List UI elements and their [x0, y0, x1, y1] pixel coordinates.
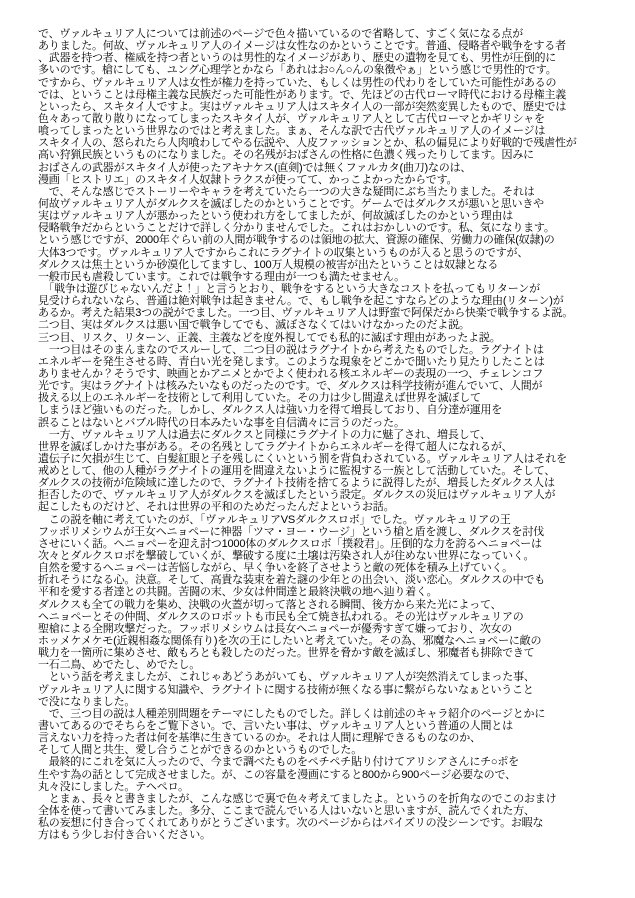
- text-line: といったら、スキタイ人ですよ。実はヴァルキュリア人はスキタイ人の一部が突然変異したもので、歴史では: [38, 100, 567, 113]
- text-line: エネルギーを発生させる時、青白い光を発します。このような現象をどこかで聞いたり見たりしたことは: [38, 355, 545, 368]
- text-line: 三つ目、リスク、リターン、正義、主義などを度外視してでも私的に滅ぼす理由があったよ説。: [38, 331, 501, 344]
- text-line: 漫画「ヒストリエ」のスキタイ人奴隷トラクスが使ってて、かっこよかったからです。: [38, 173, 458, 186]
- text-line: で、ヴァルキュリア人については前述のページで色々描いているので省略して、すごく気になる点が: [38, 28, 524, 40]
- text-line: 平和を愛する者達との共闘。苦闘の末、少女は仲間達と最終決戦の地へ辿り着く。: [38, 586, 438, 599]
- text-line: 高い狩猟民族というものになりました。その名残がおばさんの性格に色濃く残ったりしてます。因みに: [38, 149, 534, 162]
- text-line: 自然を愛するヘニョペーは苦悩しながら、早く争いを終了させようと敵の死体を積み上げていく。: [38, 562, 513, 575]
- text-line: 私の妄想に付き合ってくれてありがとうございます。次のページからはパイズリの没シーンです。お暇な: [38, 817, 544, 830]
- text-line: 戦力を一箇所に集めさせ、敵もろとも殺したのだった。世界を脅かす敵を滅ぼし、邪魔者も排除できて: [38, 647, 535, 660]
- text-line: 折れそうになる心。決意。そして、高貴な装束を着た謎の少年との出会い、淡い恋心。ダルクスの中でも: [38, 574, 546, 587]
- text-line: 多いのです。槍にしても、ユング心理学とかなら「あれはお○ん○んの象徴やぁ」という感じで男性的です。: [38, 64, 557, 77]
- text-line: 誤ることはないとバブル時代の日本みたいな事を自信満々に言うのだった。: [38, 416, 405, 429]
- text-line: ヘニョペーとその仲間、ダルクスのロボットも市民も全て焼き払われる。その光はヴァルキュリアの: [38, 610, 524, 623]
- text-line: では、ということは母権主義な民族だった可能性があります。で、先ほどの古代ローマ時代における母権主義: [38, 88, 567, 101]
- text-line: 喰ってしまったという世界なのではと考えました。まぁ、そんな訳で古代ヴァルキュリア人のイメージは: [38, 125, 546, 138]
- text-line: 、武器を持つ者、権威を持つ者というのは男性的なイメージがあり、歴史の遺物を見ても、男性が圧倒的に: [38, 52, 557, 65]
- text-line: 一つ目はそのまんまなのでスルーして、二つ目の説はラグナイトから考えたものでした。ラグナイトは: [38, 343, 544, 356]
- text-line: とまぁ、長々と書きましたが、こんな感じで裏で色々考えてましたよ。というのを折角なのでこのおまけ: [38, 792, 557, 805]
- text-line: あるか。考えた結果3つの説がでました。一つ目、ヴァルキュリア人は野蛮で阿保だから快楽で戦争するよ説。: [38, 307, 574, 320]
- text-line: この説を軸に考えていたのが、「ヴァルキュリアVSダルクスロボ」でした。ヴァルキュリアの王: [38, 513, 511, 526]
- text-line: 一方、ヴァルキュリア人は過去にダルクスと同様にラグナイトの力に魅了され、増長して、: [38, 428, 491, 441]
- text-line: 遺伝子に欠損が生じて、白髪紅眼と子を残しにくいという罰を背負わされている。ヴァルキュリア人はそれを: [38, 452, 567, 465]
- text-line: ホッメケメケモ(近親相姦な関係有り)を次の王にしたいと考えていた。その為、邪魔なヘニョペーに敵の: [38, 635, 542, 648]
- text-line: 「戦争は遊びじゃないんだよ！」と言うとおり、戦争をするという大きなコストを払ってもリターンが: [38, 282, 540, 295]
- text-line: 丸々没にしました。テヘペロ。: [38, 780, 189, 793]
- text-line: 一石二鳥、めでたし、めでたし。: [38, 659, 200, 672]
- text-line: ですから、ヴァルキュリア人は女性が権力を持っていた、もしくは男性の代わりをしていた可能性があるの: [38, 76, 557, 89]
- text-line: させにいく話。ヘニョペーを迎え討つ1000体のダルクスロボ「撲殺君」。圧倒的な力を誇るヘニョペーは: [38, 537, 542, 550]
- text-line: おばさんの武器がスキタイ人が使ったアキナケス(直剣)では無くファルカタ(曲刀)なのは、: [38, 161, 472, 174]
- text-line: 大体3つです。ヴァルキュリア人ですからこれにラグナイトの収集というものが入ると思うのですが、: [38, 246, 529, 259]
- text-line: ありました。何故、ヴァルキュリア人のイメージは女性なのかということです。普通、侵略者や戦争をする者: [38, 40, 566, 53]
- text-line: 二つ目、実はダルクスは悪い国で戦争してでも、滅ぼさなくてはいけなかったのだよ説。: [38, 319, 470, 332]
- text-line: 起こしたものだけど、それは世界の平和のためだったんだよというお話。: [38, 501, 395, 514]
- text-line: ダルクスも全ての戦力を集め、決戦の火蓋が切って落とされる瞬間、後方から来た光によって、: [38, 598, 502, 611]
- text-line: 書いてあるのでそちらをご覧下さい。で、言いたい事は、ヴァルキュリア人という普通の人間とは: [38, 720, 513, 733]
- text-line: 最終的にこれを気に入ったので、今まで調べたものをペチペチ貼り付けてアリシアさんにチ○ポを: [38, 756, 519, 769]
- text-line: 拒否したので、ヴァルキュリア人がダルクスを滅ぼしたという設定。ダルクスの災厄はヴァルキュリア人が: [38, 489, 556, 502]
- text-line: 色々あって散り散りになってしまったスキタイ人が、ヴァルキュリア人として古代ローマとかギリシャを: [38, 112, 545, 125]
- text-line: 聖槍による全開攻撃だった。フッポリメシウムは長女ヘニョペーが優秀すぎて嫌っており、次女の: [38, 622, 513, 635]
- text-line: 侵略戦争だからということだけで詳しく分かりませんでした。これはおかしいのです。私、気になります。: [38, 222, 555, 235]
- text-line: 方はもう少しお付き合いください。: [38, 829, 211, 842]
- text-line: 言えない力を持った者は何を基準に生きているのか。それは人間に理解できるものなのか、: [38, 732, 481, 745]
- text-line: フッポリメシウムが王女ヘニョペーに神器「ツマ・ヨー・ウージ」という槍と盾を渡し、ダルクスを討伐: [38, 525, 544, 538]
- text-line: ダルクスの技術が危険域に達したので、ラグナイト技術を捨てるように説得したが、増長したダルクス人は: [38, 477, 555, 490]
- text-line: しまうほど強いものだった。しかし、ダルクス人は強い力を得て増長しており、自分達が運用を: [38, 404, 503, 417]
- text-line: 何故ヴァルキュリア人がダルクスを滅ぼしたのかということです。ゲームではダルクスが悪いと思いきや: [38, 197, 544, 210]
- text-line: ダルクスは焦土というか砂漠化してますし、100万人規模の被害が出たということは奴隷となる: [38, 258, 499, 271]
- text-line: という感じですが、2000年ぐらい前の人間が戦争するのは領地の拡大、資源の確保、労働力の確保(奴隷)の: [38, 234, 555, 247]
- text-line: そして人間と共生、愛し合うことができるのかというものでした。: [38, 744, 362, 757]
- text-line: ありませんか？そうです、映画とかアニメとかでよく使われる核エネルギーの表現の一つ、チェレンコフ: [38, 367, 544, 380]
- text-line: 扱える以上のエネルギーを技術として利用していた。その力は少し間違えば世界を滅ぼして: [38, 392, 481, 405]
- text-line: 戒めとして、他の人種がラグナイトの運用を間違えないように監視する一族として活動していた。そして、: [38, 465, 556, 478]
- text-line: 世界を滅ぼしかけた事がある。その名残としてラグナイトからエネルギーを得て超人になれるが、: [38, 440, 513, 453]
- text-line: 一般市民も虐殺しています。これでは戦争する理由が一つも満たせません。: [38, 270, 405, 283]
- text-line: で、三つ目の説は人種差別問題をテーマにしたものでした。詳しくは前述のキャラ紹介のページとかに: [38, 707, 546, 720]
- text-line: 見受けられないなら、普通は絶対戦争は起きません。で、もし戦争を起こすならどのような理由(リターン)が: [38, 295, 564, 308]
- text-line: で、そんな感じでストーリーやキャラを考えていたら一つの大きな疑問にぶち当たりました。それは: [38, 185, 535, 198]
- text-line: 生やす為の話として完成させました。が、この容量を漫画にすると800から900ページ必要なので、: [38, 768, 516, 781]
- text-line: で没になりました。: [38, 695, 136, 708]
- text-line: 次々とダルクスロボを撃破していくが、撃破する度に土壌は汚染され人が住めない世界になっていく。: [38, 550, 535, 563]
- text-line: 実はヴァルキュリア人が悪かったという使われ方をしてましたが、何故滅ぼしたのかという理由は: [38, 210, 514, 223]
- text-line: ヴァルキュリア人に関する知識や、ラグナイトに関する技術が無くなる事に繋がらないなぁということ: [38, 683, 534, 696]
- essay-text: [38, 28, 628, 841]
- text-line: という話を考えましたが、これじゃあどうあがいても、ヴァルキュリア人が突然消えてしまった事、: [38, 671, 535, 684]
- text-line: 全体を使って書いてみました。多分、ここまで読んでいる人はいないと思いますが、読んでくれた方、: [38, 805, 535, 817]
- text-line: 光です。実はラグナイトは核みたいなものだったのです。で、ダルクスは科学技術が進んでいて、人間が: [38, 380, 543, 393]
- text-line: スキタイ人の、怒られたら人肉喰わしてやる伝説や、人皮ファッションとか、私の偏見により好戦的で残虐性が: [38, 137, 577, 150]
